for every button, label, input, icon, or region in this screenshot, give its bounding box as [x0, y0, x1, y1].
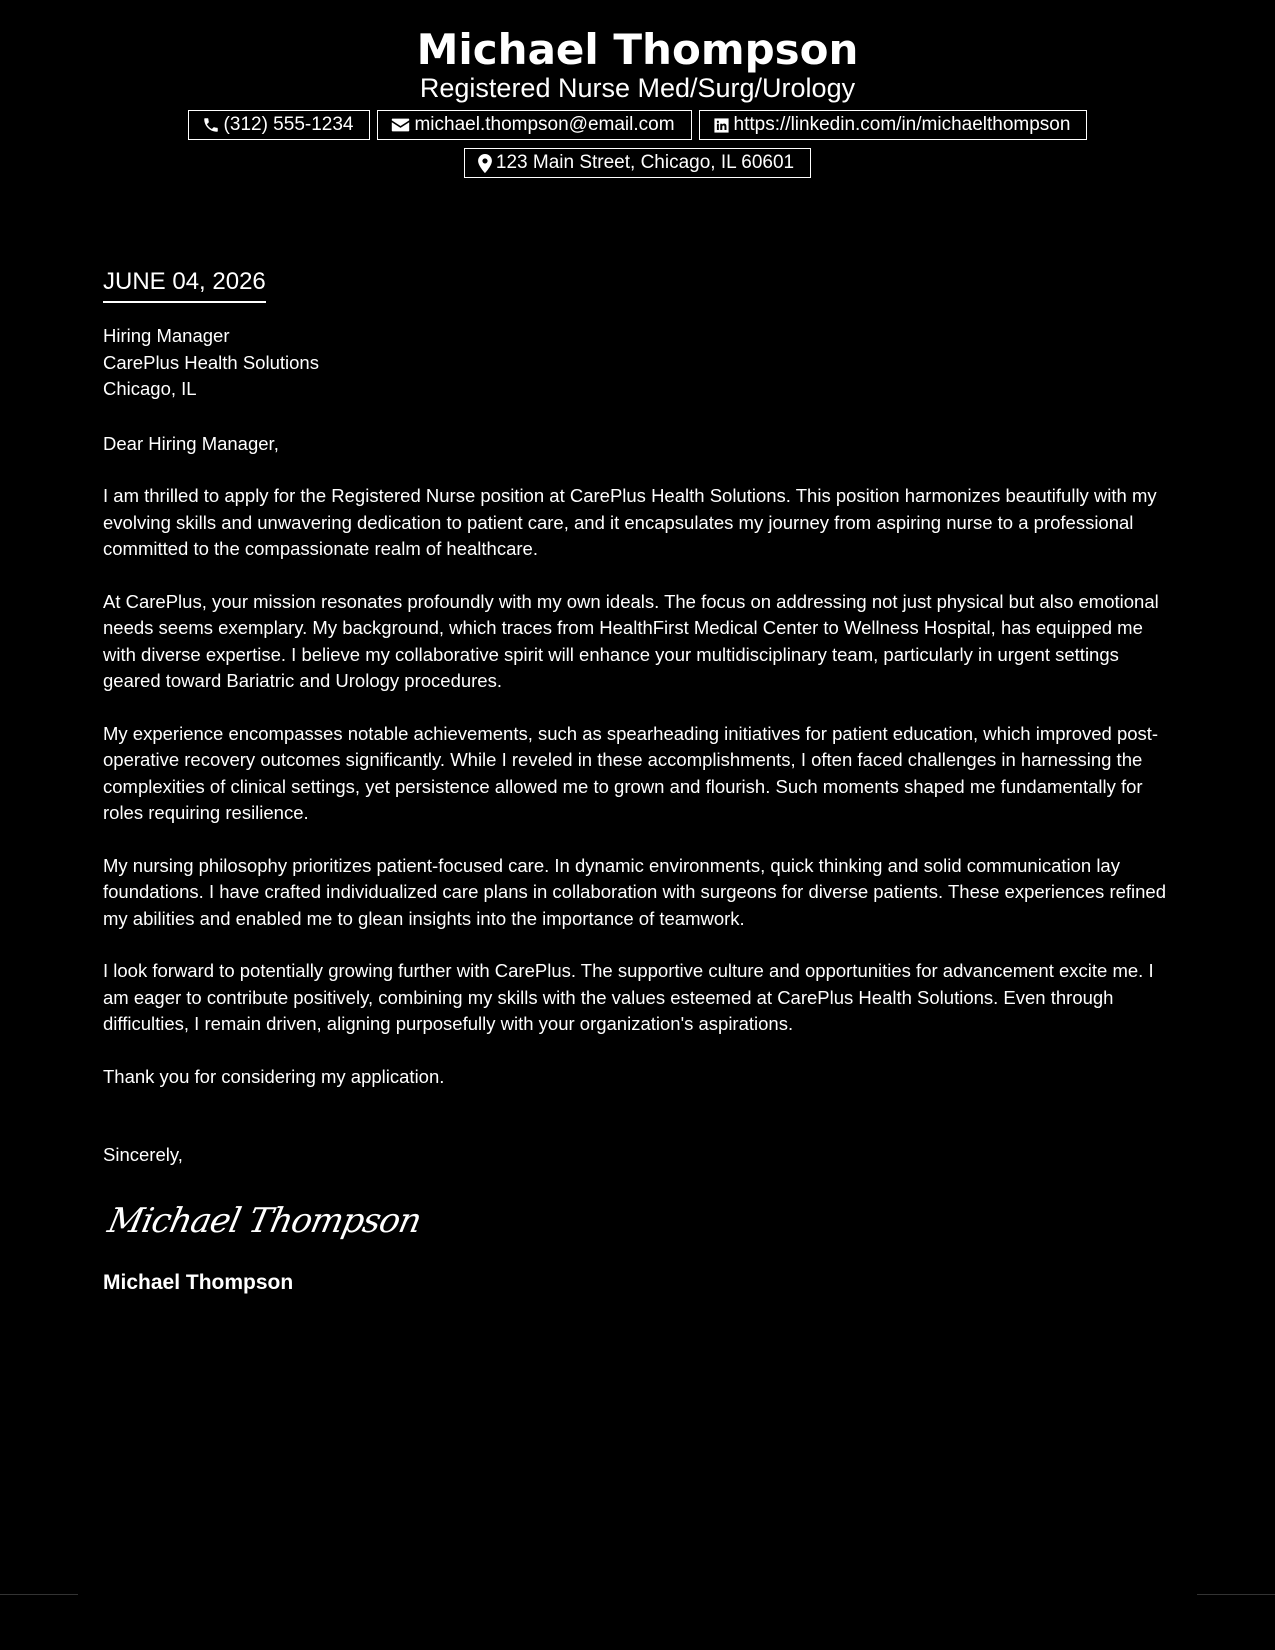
- recipient-block: [103, 323, 1178, 403]
- body-paragraph: Thank you for considering my application.: [103, 1065, 445, 1087]
- closing: Sincerely,: [103, 1144, 183, 1165]
- applicant-name: Michael Thompson: [416, 25, 859, 74]
- body-paragraph: My nursing philosophy prioritizes patient-focused care. In dynamic environments, quick thinking and solid communication lay foundations. I have crafted individualized care plans in collaboration with surgeons for diverse patients. These experiences refined my abilities and enabled me to glean insights into the importance of teamwork.: [103, 854, 1167, 929]
- signed-name: Michael Thompson: [103, 1270, 294, 1294]
- recipient-line: Hiring Manager: [103, 325, 230, 346]
- body-paragraph: My experience encompasses notable achievements, such as spearheading initiatives for patient education, which improved post-operative recovery outcomes significantly. While I reveled in these accomplishments, I often faced challenges in harnessing the complexities of clinical settings, yet persistence allowed me to grown and flourish. Such moments shaped me fundamentally for roles requiring resilience.: [103, 722, 1159, 823]
- phone-text: (312) 555-1234: [223, 114, 354, 135]
- email-chip: [377, 110, 691, 140]
- email-text: michael.thompson@email.com: [414, 114, 675, 135]
- contact-row: [0, 110, 1275, 140]
- phone-icon: [202, 116, 220, 134]
- linkedin-text: https://linkedin.com/in/michaelthompson: [733, 114, 1071, 135]
- greeting: Dear Hiring Manager,: [103, 432, 279, 454]
- phone-chip: [188, 110, 371, 140]
- recipient-line: Chicago, IL: [103, 378, 197, 399]
- envelope-icon: [391, 117, 410, 133]
- linkedin-icon: [713, 117, 730, 134]
- letter-date: JUNE 04, 2026: [103, 266, 266, 303]
- applicant-title: Registered Nurse Med/Surg/Urology: [419, 73, 856, 103]
- address-row: [0, 148, 1275, 178]
- linkedin-chip: [699, 110, 1088, 140]
- body-paragraph: I am thrilled to apply for the Registered Nurse position at CarePlus Health Solutions. This position harmonizes beautifully with my evolving skills and unwavering dedication to patient care, and it encapsulates my journey from aspiring nurse to a professional committed to the compassionate realm of healthcare.: [103, 485, 1157, 559]
- signature-image: [103, 1195, 425, 1255]
- footer-divider: [1197, 1594, 1275, 1595]
- map-marker-icon: [478, 154, 492, 173]
- recipient-line: CarePlus Health Solutions: [103, 351, 319, 373]
- letter-header: [0, 24, 1275, 178]
- footer-divider: [0, 1594, 78, 1595]
- letter-body: [103, 266, 1178, 1297]
- address-text: 123 Main Street, Chicago, IL 60601: [495, 152, 795, 173]
- address-chip: [464, 148, 811, 178]
- body-paragraph: I look forward to potentially growing further with CarePlus. The supportive culture and opportunities for advancement excite me. I am eager to contribute positively, combining my skills with the values esteemed at CarePlus Health Solutions. Even through difficulties, I remain driven, aligning purposefully with your organization's aspirations.: [103, 960, 1154, 1034]
- body-paragraph: At CarePlus, your mission resonates profoundly with my own ideals. The focus on addressing not just physical but also emotional needs seems exemplary. My background, which traces from HealthFirst Medical Center to Wellness Hospital, has equipped me with diverse expertise. I believe my collaborative spirit will enhance your multidisciplinary team, particularly in urgent settings geared toward Bariatric and Urology procedures.: [103, 590, 1159, 691]
- signature-text: Michael Thompson: [104, 1200, 425, 1241]
